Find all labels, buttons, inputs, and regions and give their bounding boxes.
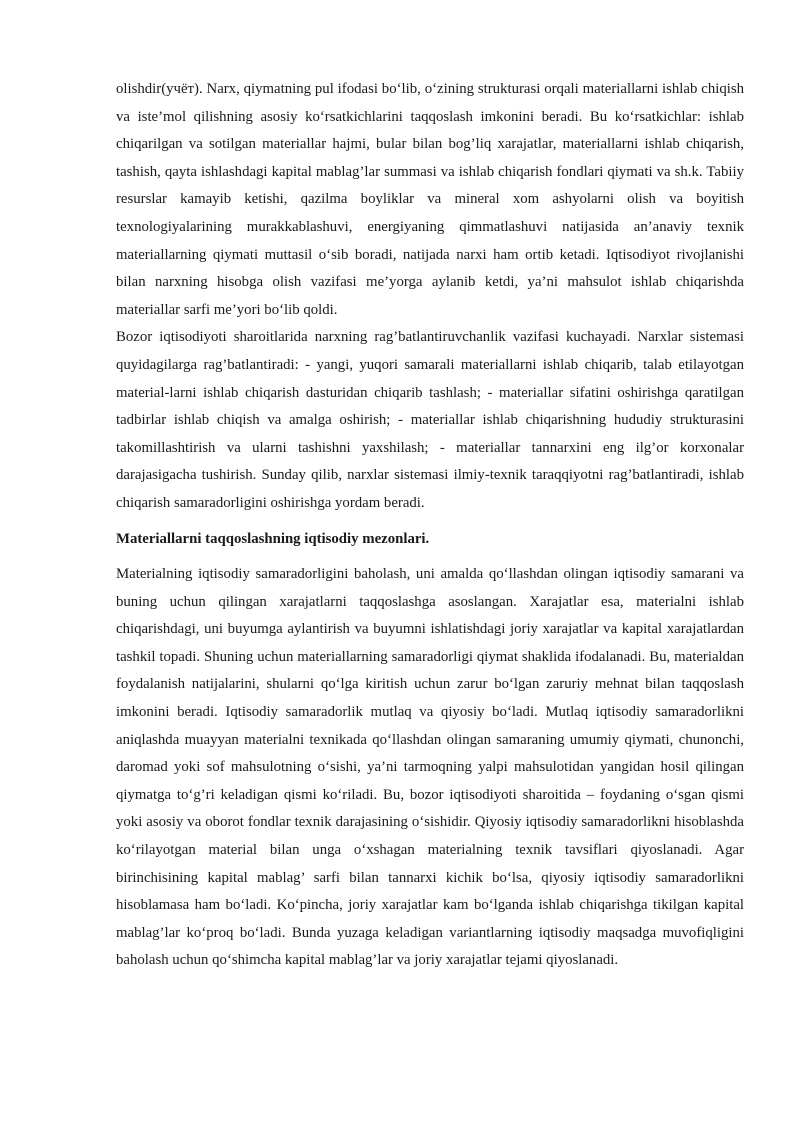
- paragraph-narx: olishdir(учёт). Narx, qiymatning pul ifodasi bo‘lib, o‘zining strukturasi orqali materiallarni ishlab chiqish va iste’mol qilishning asosiy ko‘rsatkichlarini taqqoslash imkonini beradi. Bu ko‘rsatkichlar: ishlab chiqarilgan va sotilgan materiallar hajmi, bular bilan bog’liq xarajatlar, materiallarni ishlab chiqarish, tashish, qayta ishlashdagi kapital mablag’lar summasi va ishlab chiqarish fondlari qiymati va sh.k. Tabiiy resurslar kamayib ketishi, qazilma boyliklar va mineral xom ashyolarni olish va boyitish texnologiyalarining murakkablashuvi, energiyaning qimmatlashuvi natijasida an’anaviy texnik materiallarning qiymati muttasil o‘sib boradi, natijada narxi ham ortib ketadi. Iqtisodiyot rivojlanishi bilan narxning hisobga olish vazifasi me’yorga aylanib ketdi, ya’ni mahsulot ishlab chiqarishda materiallar sarfi me’yori bo‘lib qoldi.: [116, 81, 744, 318]
- paragraph-bozor: Bozor iqtisodiyoti sharoitlarida narxning rag’batlantiruvchanlik vazifasi kuchayadi. Narxlar sistemasi quyidagilarga rag’batlantiradi: - yangi, yuqori samarali materiallarni ishlab chiqarib, talab etilayotgan material-larni ishlab chiqarish dasturidan chiqarib tashlash; - materiallar sifatini oshirishga qaratilgan tadbirlar ishlab chiqish va amalga oshirish; - materiallar ishlab chiqarishning hududiy strukturasini takomillashtirish va ularni tashishni yaxshilash; - materiallar tannarxini eng ilg’or korxonalar darajasigacha tushirish. Sunday qilib, narxlar sistemasi ilmiy-texnik taraqqiyotni rag’batlantiradi, ishlab chiqarish samaradorligini oshirishga yordam beradi.: [116, 329, 744, 511]
- section-heading: Materiallarni taqqoslashning iqtisodiy mezonlari.: [116, 530, 430, 547]
- document-page: [116, 76, 744, 975]
- paragraph-samaradorlik: Materialning iqtisodiy samaradorligini baholash, uni amalda qo‘llashdan olingan iqtisodiy samarani va buning uchun qilingan xarajatlarni taqqoslashga asoslangan. Xarajatlar esa, materialni ishlab chiqarishdagi, uni buyumga aylantirish va buyumni ishlatishdagi joriy xarajatlar va kapital xarajatlardan tashkil topadi. Shuning uchun materiallarning samaradorligi qiymat shaklida ifodalanadi. Bu, materialdan foydalanish natijalarini, shularni qo‘lga kiritish uchun zarur bo‘lgan zaruriy mehnat bilan taqqoslash imkonini beradi. Iqtisodiy samaradorlik mutlaq va qiyosiy bo‘ladi. Mutlaq iqtisodiy samaradorlikni aniqlashda muayyan materialni texnikada qo‘llashdan olingan samaraning umumiy qiymati, chunonchi, daromad yoki sof mahsulotning o‘sishi, ya’ni tarmoqning yalpi mahsulotidan yangidan hosil qilingan qiymatga to‘g’ri keladigan qismi ko‘riladi. Bu, bozor iqtisodiyoti sharoitida – foydaning o‘sgan qismi yoki asosiy va oborot fondlar texnik darajasining o‘sishidir. Qiyosiy iqtisodiy samaradorlikni hisoblashda ko‘rilayotgan material bilan unga o‘xshagan materialning texnik tavsiflari qiyoslanadi. Agar birinchisining kapital mablag’ sarfi bilan tannarxi kichik bo‘lsa, qiyosiy iqtisodiy samaradorlikni hisoblamasa ham bo‘ladi. Ko‘pincha, joriy xarajatlar kam bo‘lganda ishlab chiqarishga tikilgan kapital mablag’lar ko‘proq bo‘ladi. Bunda yuzaga keladigan variantlarning iqtisodiy maqsadga muvofiqligini baholash uchun qo‘shimcha kapital mablag’lar va joriy xarajatlar tejami qiyoslanadi.: [116, 566, 744, 969]
